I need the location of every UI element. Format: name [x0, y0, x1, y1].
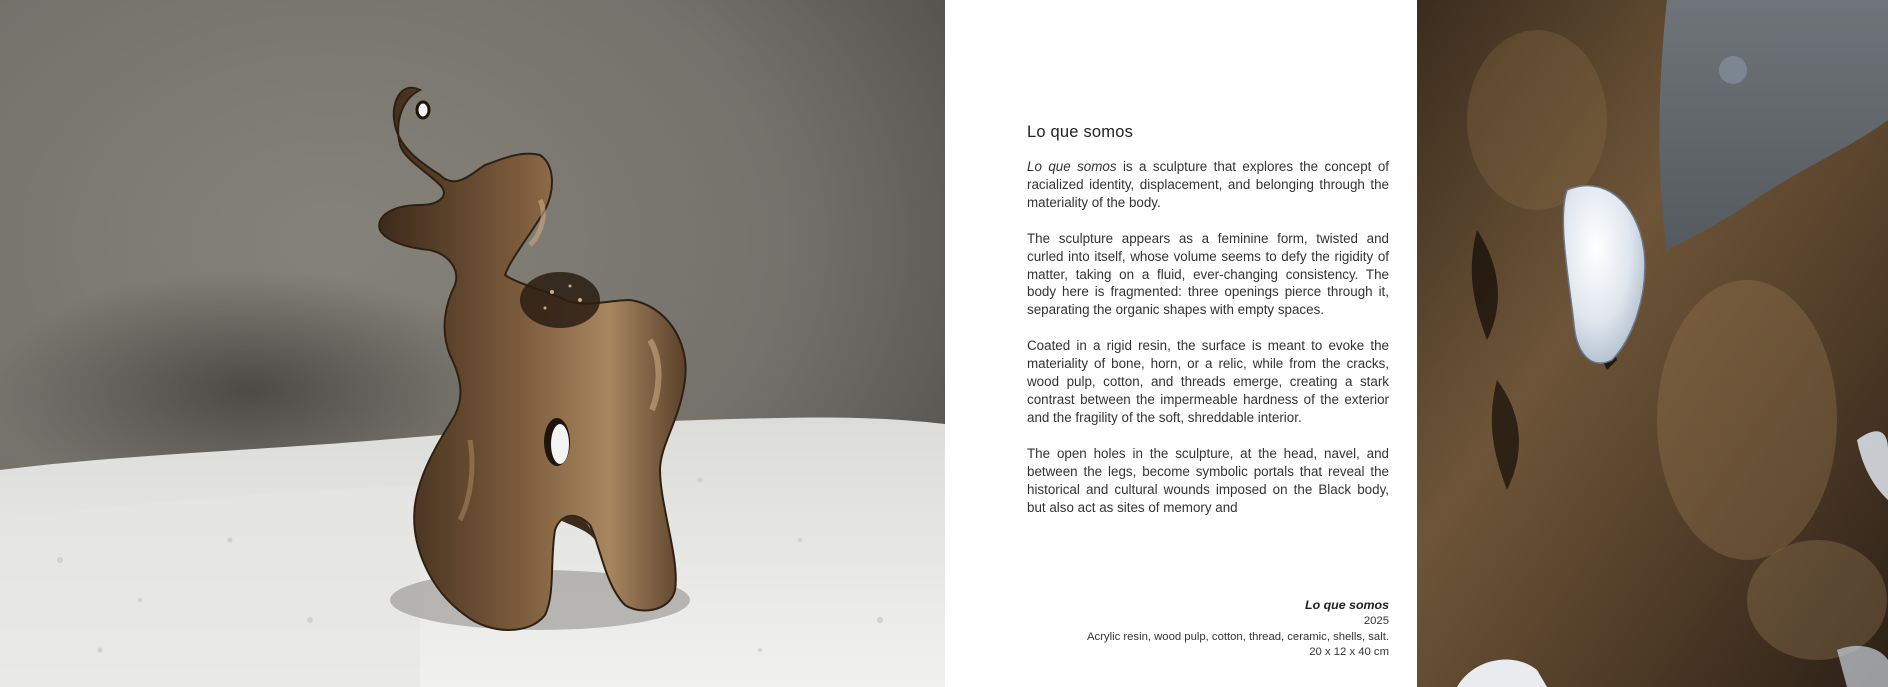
paragraph-2: The sculpture appears as a feminine form, twisted and curled into itself, whose volume seems to defy the rigidity of matter, taking on a fluid, ever-changing consistency. The body here is fragmented: three openings pierce through it, separating the organic shapes with empty spaces. — [1027, 230, 1389, 318]
sculpture-detail-photo-right — [1417, 0, 1888, 687]
article-title: Lo que somos — [1027, 123, 1134, 141]
caption-year: 2025 — [1363, 614, 1389, 627]
caption-materials: Acrylic resin, wood pulp, cotton, thread, ceramic, shells, salt. — [1086, 630, 1389, 643]
paragraph-1-italic-title: Lo que somos — [1027, 159, 1117, 174]
paragraph-1 — [1027, 158, 1389, 212]
detail-photo-graphic — [1417, 0, 1888, 687]
text-column — [945, 0, 1417, 687]
article — [1027, 123, 1389, 534]
caption-title: Lo que somos — [1305, 598, 1389, 612]
artwork-caption — [1087, 598, 1389, 661]
paragraph-3: Coated in a rigid resin, the surface is meant to evoke the materiality of bone, horn, or a relic, while from the cracks, wood pulp, cotton, and threads emerge, creating a stark contrast between the impermeable hardness of the exterior and the fragility of the soft, shreddable interior. — [1027, 338, 1389, 425]
paragraph-1-text: is a sculpture that explores the concept of racialized identity, displacement, and belonging through the materiality of the body. — [1027, 159, 1389, 210]
caption-dimensions: 20 x 12 x 40 cm — [1309, 646, 1389, 659]
paragraph-4: The open holes in the sculpture, at the head, navel, and between the legs, become symbolic portals that reveal the historical and cultural wounds imposed on the Black body, but also act as sites of memory and — [1027, 445, 1389, 515]
